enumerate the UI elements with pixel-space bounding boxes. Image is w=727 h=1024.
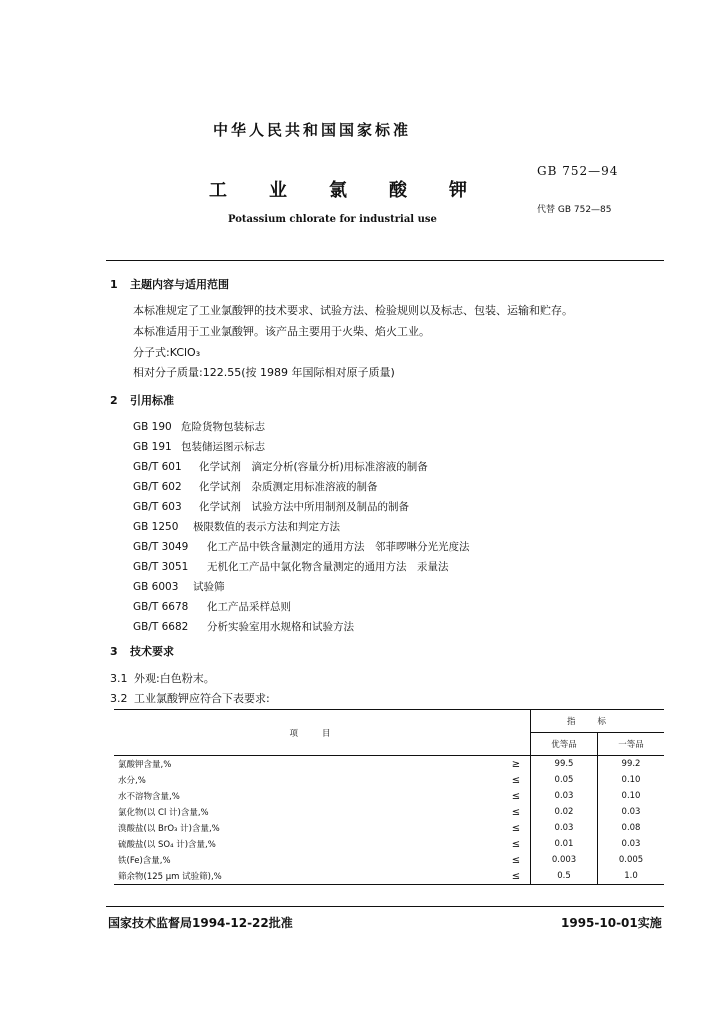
section-number: 2 xyxy=(110,394,118,407)
row-comparator: ≤ xyxy=(502,820,531,836)
reference-name: 分析实验室用水规格和试验方法 xyxy=(207,621,354,633)
reference-code: GB 190 xyxy=(133,421,172,433)
row-comparator: ≤ xyxy=(502,868,531,885)
row-grade-superior: 0.03 xyxy=(531,820,598,836)
reference-code: GB/T 6682 xyxy=(133,621,189,633)
section-title: 引用标准 xyxy=(130,394,174,407)
molecular-formula: 分子式:KClO₃ xyxy=(133,346,201,359)
row-grade-first: 0.03 xyxy=(621,807,641,817)
row-grade-superior: 99.5 xyxy=(531,756,598,773)
reference-item xyxy=(133,579,225,594)
row-item: 氯化物(以 Cl 计)含量,% xyxy=(118,808,209,818)
reference-code: GB/T 3051 xyxy=(133,561,189,573)
header-item: 项目 xyxy=(114,710,531,756)
reference-code: GB/T 3049 xyxy=(133,541,189,553)
section-number: 1 xyxy=(110,278,118,291)
reference-item xyxy=(133,459,428,474)
reference-name: 化学试剂 杂质测定用标准溶液的制备 xyxy=(199,481,378,493)
reference-item xyxy=(133,539,470,554)
reference-name: 试验筛 xyxy=(193,581,225,593)
clause-text: 外观:白色粉末。 xyxy=(134,672,215,685)
national-standard-heading: 中华人民共和国国家标准 xyxy=(213,121,412,139)
section-2-heading xyxy=(110,392,174,408)
row-comparator: ≤ xyxy=(502,788,531,804)
header-divider xyxy=(106,260,664,261)
reference-item xyxy=(133,439,265,454)
row-item: 水分,% xyxy=(118,776,146,786)
table-row xyxy=(114,756,664,773)
row-item: 铁(Fe)含量,% xyxy=(118,856,171,866)
row-grade-superior: 0.02 xyxy=(531,804,598,820)
reference-code: GB 6003 xyxy=(133,581,179,593)
header-grade-superior: 优等品 xyxy=(531,733,598,756)
row-grade-first: 0.08 xyxy=(621,823,641,833)
reference-code: GB 191 xyxy=(133,441,172,453)
clause-number: 3.2 xyxy=(110,692,128,705)
row-item: 硫酸盐(以 SO₄ 计)含量,% xyxy=(118,840,216,850)
section-title: 技术要求 xyxy=(130,645,174,658)
table-row xyxy=(114,868,664,885)
row-item: 筛余物(125 μm 试验筛),% xyxy=(114,868,502,885)
section-title: 主题内容与适用范围 xyxy=(130,278,229,291)
reference-name: 化工产品采样总则 xyxy=(207,601,291,613)
table-row xyxy=(114,852,664,868)
reference-name: 无机化工产品中氯化物含量测定的通用方法 汞量法 xyxy=(207,561,449,573)
row-grade-first: 99.2 xyxy=(621,759,641,769)
row-grade-first: 0.10 xyxy=(621,775,641,785)
paragraph: 本标准适用于工业氯酸钾。该产品主要用于火柴、焰火工业。 xyxy=(133,325,430,338)
row-comparator: ≤ xyxy=(502,772,531,788)
row-grade-superior: 0.003 xyxy=(531,852,598,868)
reference-name: 危险货物包装标志 xyxy=(181,421,265,433)
section-number: 3 xyxy=(110,645,118,658)
table-row xyxy=(114,804,664,820)
row-grade-superior: 0.01 xyxy=(531,836,598,852)
reference-code: GB 1250 xyxy=(133,521,179,533)
reference-item xyxy=(133,519,340,534)
reference-item xyxy=(133,559,449,574)
row-grade-superior: 0.05 xyxy=(531,772,598,788)
row-grade-first: 0.03 xyxy=(621,839,641,849)
row-grade-superior: 0.5 xyxy=(531,868,598,885)
row-item: 氯酸钾含量,% xyxy=(118,760,172,770)
document-title-cn: 工业氯酸钾 xyxy=(209,180,509,201)
reference-name: 极限数值的表示方法和判定方法 xyxy=(193,521,340,533)
table-row xyxy=(114,820,664,836)
reference-item xyxy=(133,619,354,634)
row-item: 水不溶物含量,% xyxy=(118,792,180,802)
section-3-heading xyxy=(110,643,174,659)
reference-name: 化学试剂 滴定分析(容量分析)用标准溶液的制备 xyxy=(199,461,428,473)
reference-item xyxy=(133,419,265,434)
molecular-mass: 相对分子质量:122.55(按 1989 年国际相对原子质量) xyxy=(133,366,395,379)
reference-name: 化学试剂 试验方法中所用制剂及制品的制备 xyxy=(199,501,409,513)
table-row xyxy=(114,772,664,788)
standard-code: GB 752—94 xyxy=(537,164,619,178)
section-1-heading xyxy=(110,276,229,292)
reference-name: 化工产品中铁含量测定的通用方法 邻菲啰啉分光光度法 xyxy=(207,541,470,553)
row-grade-first: 0.005 xyxy=(618,855,644,865)
header-indicator: 指标 xyxy=(531,710,665,733)
replaces-note: 代替 GB 752—85 xyxy=(537,205,612,215)
reference-item xyxy=(133,599,291,614)
implementation-date: 1995-10-01实施 xyxy=(561,916,662,930)
row-comparator: ≤ xyxy=(502,836,531,852)
document-title-en: Potassium chlorate for industrial use xyxy=(228,214,437,225)
table-row xyxy=(114,836,664,852)
reference-code: GB/T 602 xyxy=(133,481,182,493)
row-grade-first: 0.10 xyxy=(621,791,641,801)
reference-item xyxy=(133,499,409,514)
reference-code: GB/T 603 xyxy=(133,501,182,513)
clause-3-1 xyxy=(110,670,215,686)
approval-line: 国家技术监督局1994-12-22批准 xyxy=(108,916,293,930)
row-comparator: ≤ xyxy=(502,804,531,820)
reference-item xyxy=(133,479,378,494)
row-comparator: ≥ xyxy=(502,756,531,773)
table-row xyxy=(114,788,664,804)
reference-code: GB/T 6678 xyxy=(133,601,189,613)
paragraph: 本标准规定了工业氯酸钾的技术要求、试验方法、检验规则以及标志、包装、运输和贮存。 xyxy=(133,304,573,317)
header-grade-first: 一等品 xyxy=(598,733,665,756)
clause-3-2 xyxy=(110,690,270,706)
footer-divider xyxy=(106,906,664,907)
reference-name: 包装储运图示标志 xyxy=(181,441,265,453)
reference-code: GB/T 601 xyxy=(133,461,182,473)
row-item: 溴酸盐(以 BrO₃ 计)含量,% xyxy=(118,824,220,834)
row-grade-superior: 0.03 xyxy=(531,788,598,804)
specification-table xyxy=(114,709,664,885)
clause-text: 工业氯酸钾应符合下表要求: xyxy=(134,692,270,705)
row-comparator: ≤ xyxy=(502,852,531,868)
row-grade-first: 1.0 xyxy=(598,868,665,885)
clause-number: 3.1 xyxy=(110,672,128,685)
